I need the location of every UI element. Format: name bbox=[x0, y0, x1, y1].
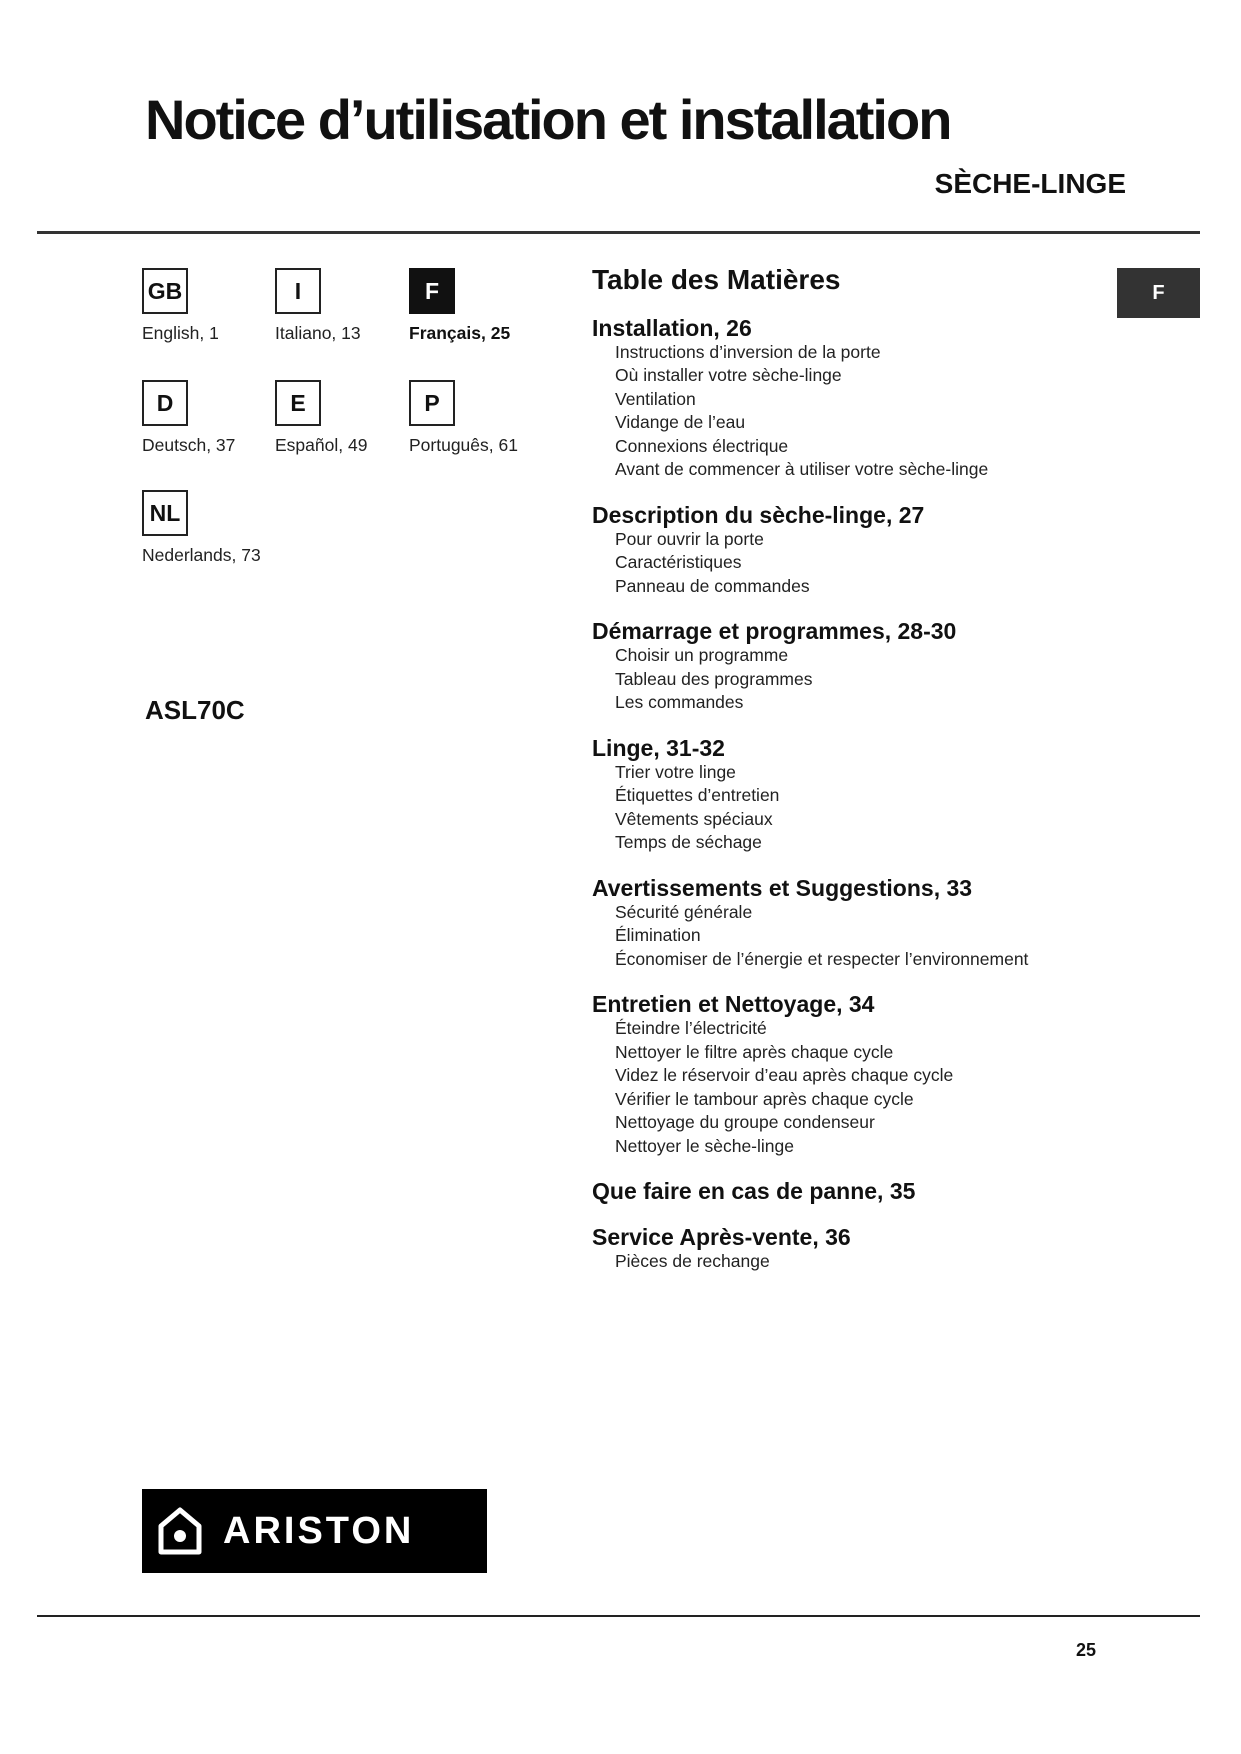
language-code-box-active: F bbox=[409, 268, 455, 314]
language-code-box: P bbox=[409, 380, 455, 426]
language-i[interactable] bbox=[275, 268, 361, 344]
language-label: Deutsch, 37 bbox=[142, 435, 236, 455]
toc-section-title[interactable]: Installation, 26 bbox=[592, 314, 752, 341]
document-subtitle: SÈCHE-LINGE bbox=[934, 168, 1126, 199]
toc-item[interactable]: Connexions électrique bbox=[615, 435, 789, 456]
house-icon bbox=[157, 1506, 203, 1556]
language-code-box: GB bbox=[142, 268, 188, 314]
toc-sections bbox=[592, 315, 1092, 1274]
toc-item[interactable]: Temps de séchage bbox=[615, 832, 762, 853]
toc-item[interactable]: Économiser de l’énergie et respecter l’environnement bbox=[615, 948, 1029, 969]
toc-item[interactable]: Ventilation bbox=[615, 388, 696, 409]
language-d[interactable] bbox=[142, 380, 235, 456]
toc-item[interactable]: Vérifier le tambour après chaque cycle bbox=[615, 1088, 914, 1109]
language-label: English, 1 bbox=[142, 323, 219, 343]
language-label: Español, 49 bbox=[275, 435, 368, 455]
toc-section-title[interactable]: Entretien et Nettoyage, 34 bbox=[592, 991, 875, 1018]
toc-item[interactable]: Sécurité générale bbox=[615, 901, 753, 922]
toc-item[interactable]: Caractéristiques bbox=[615, 552, 742, 573]
toc-item[interactable]: Choisir un programme bbox=[615, 645, 789, 666]
toc-section-title[interactable]: Démarrage et programmes, 28-30 bbox=[592, 618, 957, 645]
table-of-contents bbox=[592, 265, 1092, 1294]
toc-section bbox=[592, 875, 1092, 972]
toc-item[interactable]: Videz le réservoir d’eau après chaque cycle bbox=[615, 1065, 954, 1086]
toc-section bbox=[592, 991, 1092, 1158]
toc-section bbox=[592, 315, 1092, 482]
toc-section bbox=[592, 1224, 1092, 1274]
section-tab: F bbox=[1117, 268, 1200, 318]
language-label: Nederlands, 73 bbox=[142, 545, 261, 565]
toc-item[interactable]: Nettoyer le filtre après chaque cycle bbox=[615, 1041, 894, 1062]
toc-section-title[interactable]: Description du sèche-linge, 27 bbox=[592, 501, 925, 528]
language-nl[interactable] bbox=[142, 490, 261, 566]
toc-item[interactable]: Trier votre linge bbox=[615, 761, 736, 782]
language-e[interactable] bbox=[275, 380, 367, 456]
language-label-active: Français, 25 bbox=[409, 323, 511, 343]
toc-section bbox=[592, 1178, 1092, 1204]
toc-item[interactable]: Étiquettes d’entretien bbox=[615, 785, 780, 806]
toc-item[interactable]: Où installer votre sèche-linge bbox=[615, 365, 842, 386]
toc-item[interactable]: Vidange de l’eau bbox=[615, 412, 746, 433]
top-divider bbox=[37, 231, 1200, 234]
language-p[interactable] bbox=[409, 380, 518, 456]
toc-item[interactable]: Panneau de commandes bbox=[615, 575, 810, 596]
toc-item[interactable]: Tableau des programmes bbox=[615, 668, 813, 689]
language-gb[interactable] bbox=[142, 268, 219, 344]
toc-item[interactable]: Nettoyage du groupe condenseur bbox=[615, 1112, 875, 1133]
language-code-box: I bbox=[275, 268, 321, 314]
toc-section-title[interactable]: Que faire en cas de panne, 35 bbox=[592, 1178, 916, 1205]
language-code-box: NL bbox=[142, 490, 188, 536]
language-code-box: E bbox=[275, 380, 321, 426]
toc-section bbox=[592, 735, 1092, 855]
toc-item[interactable]: Pièces de rechange bbox=[615, 1251, 770, 1272]
language-label: Italiano, 13 bbox=[275, 323, 361, 343]
document-title: Notice d’utilisation et installation bbox=[145, 88, 951, 151]
toc-section-title[interactable]: Service Après-vente, 36 bbox=[592, 1224, 851, 1251]
toc-item[interactable]: Élimination bbox=[615, 925, 701, 946]
toc-item[interactable]: Pour ouvrir la porte bbox=[615, 528, 764, 549]
toc-section bbox=[592, 618, 1092, 715]
toc-item[interactable]: Nettoyer le sèche-linge bbox=[615, 1135, 794, 1156]
toc-item[interactable]: Avant de commencer à utiliser votre sèche-linge bbox=[615, 459, 989, 480]
toc-item[interactable]: Vêtements spéciaux bbox=[615, 808, 773, 829]
page-number: 25 bbox=[1076, 1640, 1097, 1660]
toc-title: Table des Matières bbox=[592, 264, 841, 295]
toc-section bbox=[592, 502, 1092, 599]
brand-logo bbox=[142, 1489, 487, 1573]
bottom-divider bbox=[37, 1615, 1200, 1617]
toc-item[interactable]: Les commandes bbox=[615, 692, 744, 713]
model-number: ASL70C bbox=[145, 695, 245, 725]
toc-section-title[interactable]: Linge, 31-32 bbox=[592, 734, 725, 761]
language-label: Português, 61 bbox=[409, 435, 518, 455]
language-f[interactable] bbox=[409, 268, 510, 344]
toc-item[interactable]: Instructions d’inversion de la porte bbox=[615, 341, 881, 362]
brand-name: ARISTON bbox=[223, 1509, 415, 1552]
toc-item[interactable]: Éteindre l’électricité bbox=[615, 1018, 767, 1039]
language-code-box: D bbox=[142, 380, 188, 426]
toc-section-title[interactable]: Avertissements et Suggestions, 33 bbox=[592, 874, 973, 901]
